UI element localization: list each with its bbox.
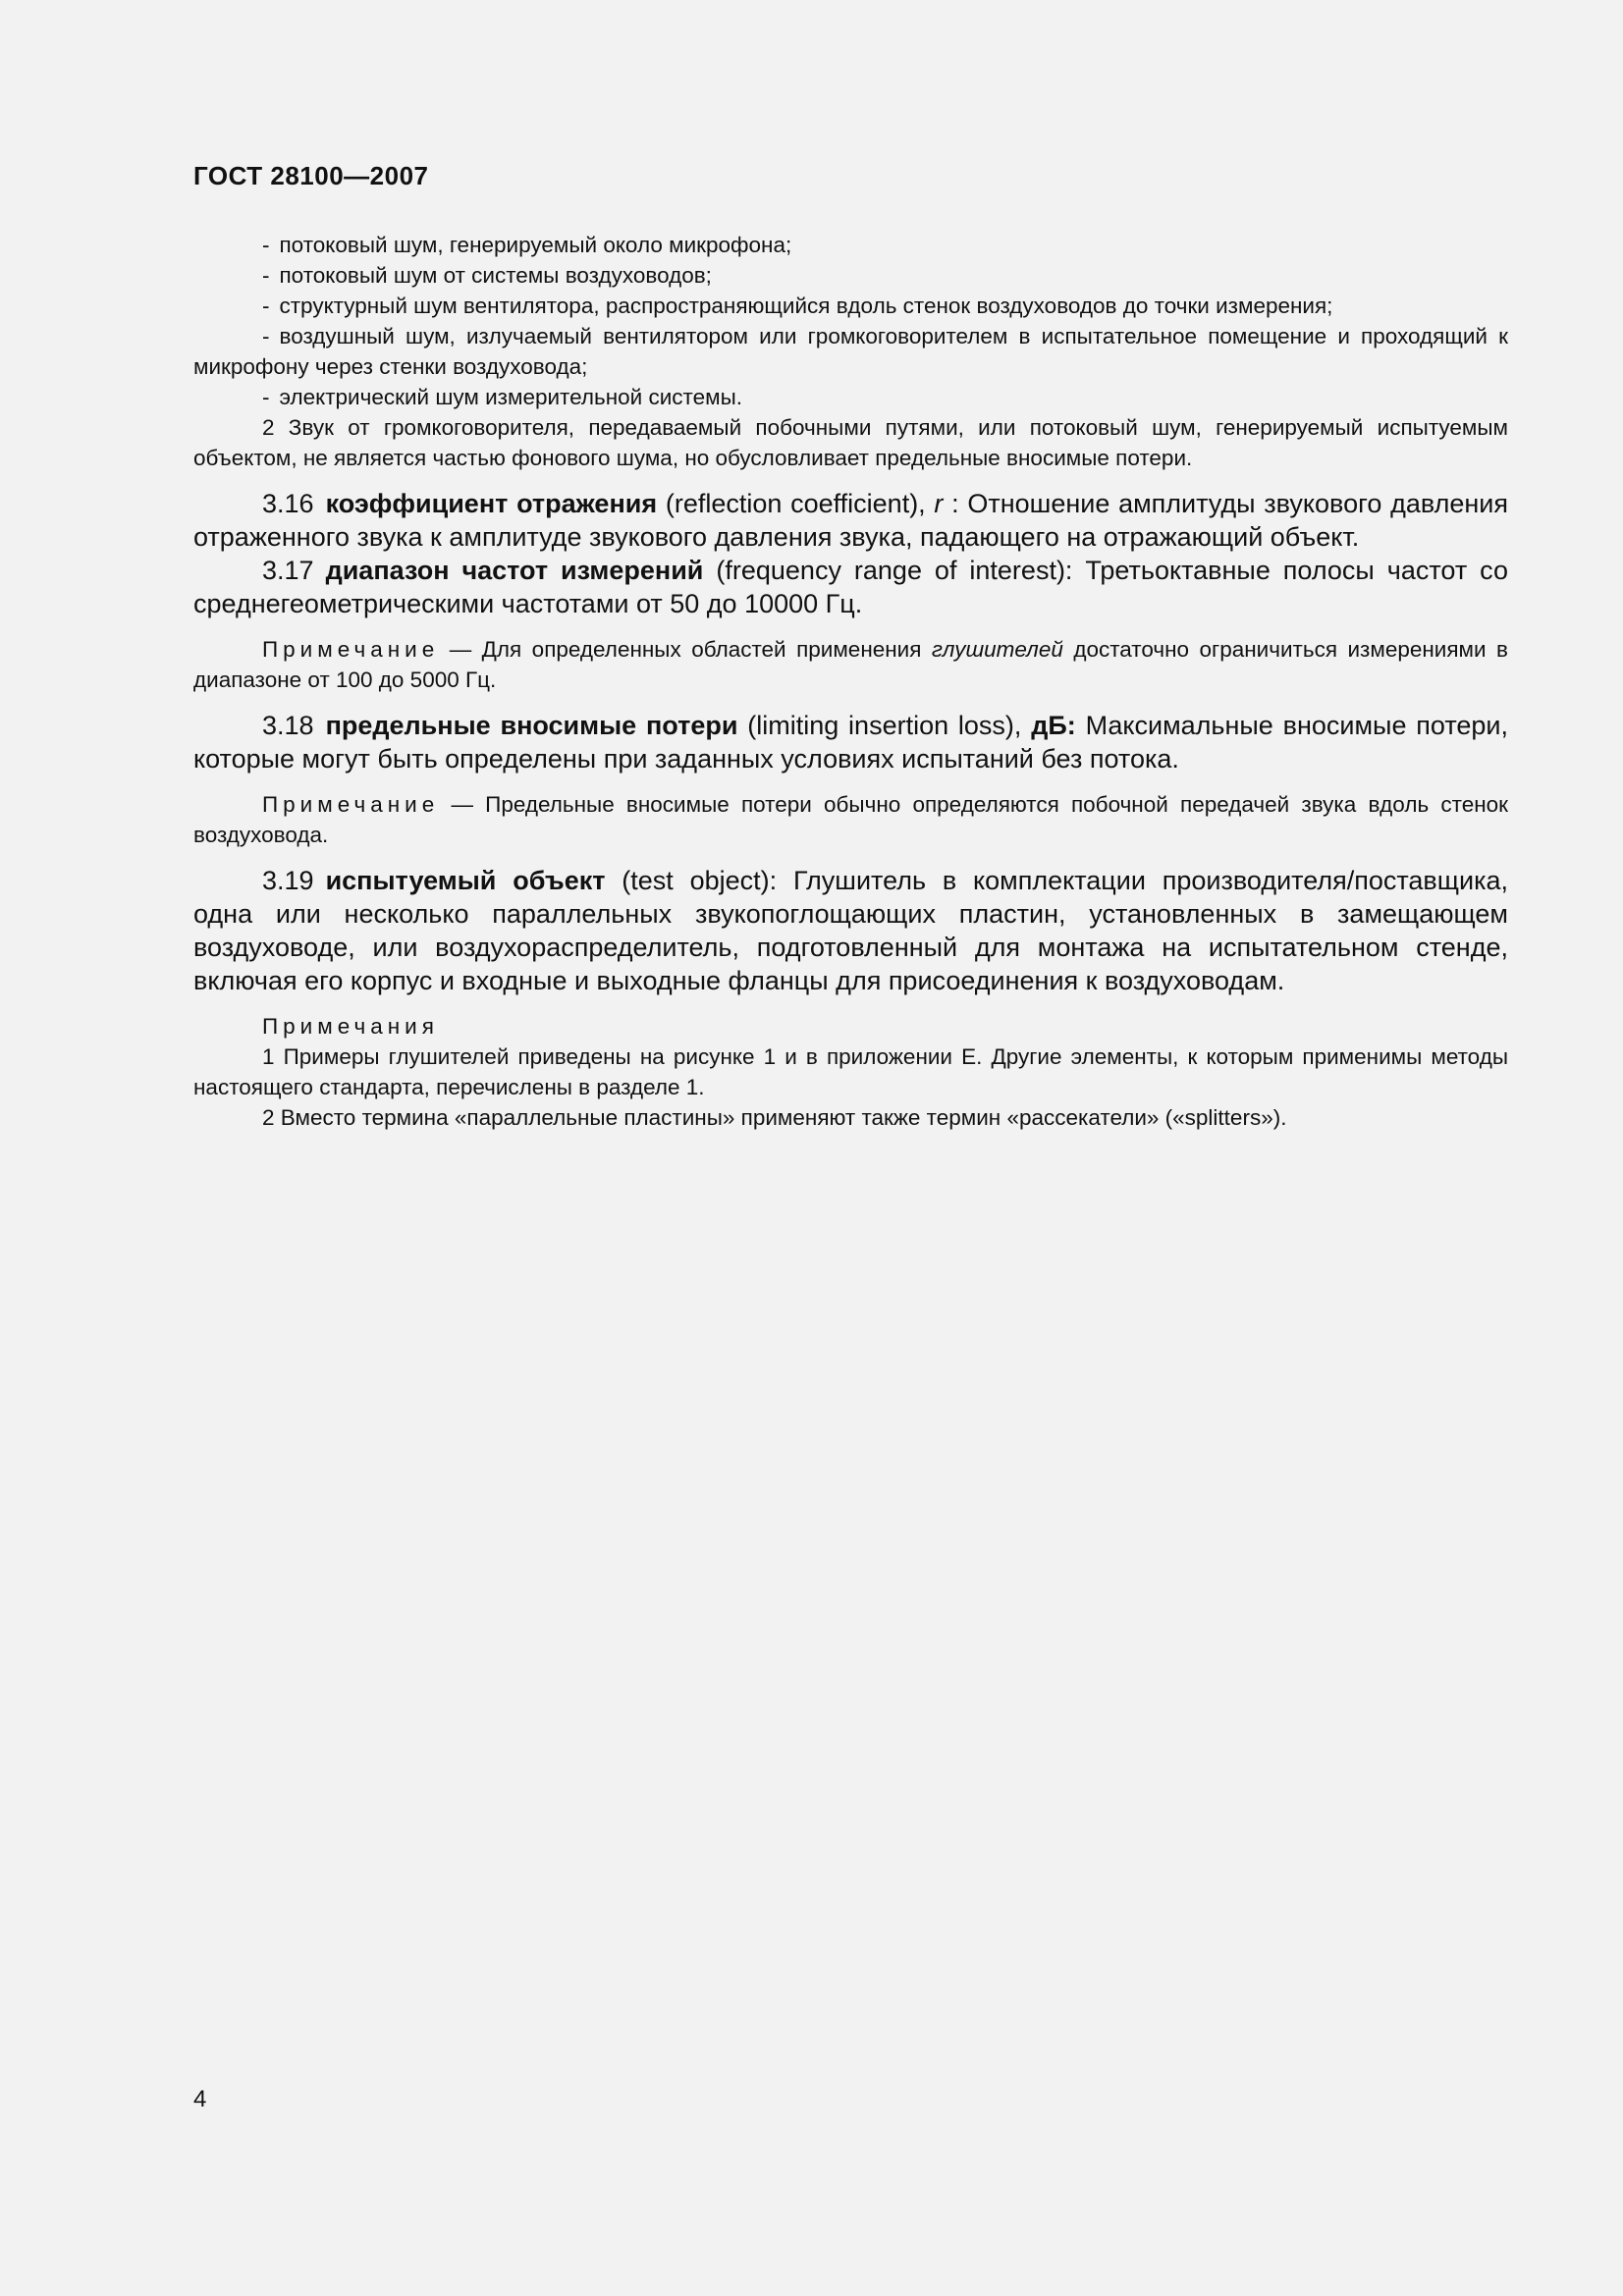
term-symbol: r xyxy=(934,489,944,518)
page-number: 4 xyxy=(193,2086,207,2112)
note-3-17: Примечание — Для определенных областей применения глушителей достаточно ограничиться измерениями в диапазоне от 100 до 5000 Гц. xyxy=(193,637,1508,692)
term-name: испытуемый объект xyxy=(325,866,606,895)
notes-label: Примечания xyxy=(262,1014,439,1039)
document-body xyxy=(193,230,1508,1133)
term-definition: Максимальные вносимые потери, которые могут быть определены при заданных условиях испытаний без потока. xyxy=(193,711,1508,774)
term-3-16 xyxy=(193,487,1508,554)
term-definition: : Отношение амплитуды звукового давления отраженного звука к амплитуде звукового давления звука, падающего на отражающий объект. xyxy=(193,489,1508,552)
note-3-18: Примечание — Предельные вносимые потери обычно определяются побочной передачей звука вдоль стенок воздуховода. xyxy=(193,792,1508,847)
term-definition: Третьоктавные полосы частот со среднегеометрическими частотами от 50 до 10000 Гц. xyxy=(193,556,1508,618)
term-english: (test object): xyxy=(605,866,793,895)
list-item: - структурный шум вентилятора, распространяющийся вдоль стенок воздуховодов до точки измерения; xyxy=(262,294,1333,318)
term-number: 3.16 xyxy=(262,489,314,518)
document-header: ГОСТ 28100—2007 xyxy=(193,161,429,190)
note-label: Примечание xyxy=(262,792,440,817)
term-name: диапазон частот измерений xyxy=(325,556,704,585)
term-name: коэффициент отражения xyxy=(325,489,658,518)
notes-3-19 xyxy=(193,1011,1508,1133)
note-item: 2 Вместо термина «параллельные пластины» применяют также термин «рассекатели» («splitters»). xyxy=(262,1105,1287,1130)
note-item: 1 Примеры глушителей приведены на рисунке 1 и в приложении Е. Другие элементы, к которым применимы методы настоящего стандарта, перечислены в разделе 1. xyxy=(193,1044,1508,1099)
term-3-19 xyxy=(193,864,1508,997)
term-3-18 xyxy=(193,709,1508,775)
list-item: - воздушный шум, излучаемый вентилятором или громкоговорителем в испытательное помещение и проходящий к микрофону через стенки воздуховода; xyxy=(193,324,1508,379)
list-item: - электрический шум измерительной системы. xyxy=(262,385,743,409)
term-english: (reflection coefficient), xyxy=(657,489,935,518)
note-paragraph: 2 Звук от громкоговорителя, передаваемый побочными путями, или потоковый шум, генерируемый испытуемым объектом, не является частью фонового шума, но обусловливает предельные вносимые потери. xyxy=(193,415,1508,470)
noise-source-list xyxy=(193,230,1508,473)
term-number: 3.18 xyxy=(262,711,314,740)
term-number: 3.17 xyxy=(262,556,314,585)
term-unit: дБ: xyxy=(1031,711,1076,740)
term-definition: Глушитель в комплектации производителя/поставщика, одна или несколько параллельных звукопоглощающих пластин, установленных в замещающем воздуховоде, или воздухораспределитель, подготовленный для монтажа на испытательном стенде, включая его корпус и входные и выходные фланцы для присоединения к воздуховодам. xyxy=(193,866,1508,995)
term-english: (limiting insertion loss), xyxy=(737,711,1032,740)
note-label: Примечание xyxy=(262,637,440,662)
term-english: (frequency range of interest): xyxy=(703,556,1086,585)
term-number: 3.19 xyxy=(262,866,314,895)
term-name: предельные вносимые потери xyxy=(325,711,738,740)
list-item: - потоковый шум, генерируемый около микрофона; xyxy=(262,233,792,257)
term-3-17 xyxy=(193,554,1508,620)
list-item: - потоковый шум от системы воздуховодов; xyxy=(262,263,712,288)
